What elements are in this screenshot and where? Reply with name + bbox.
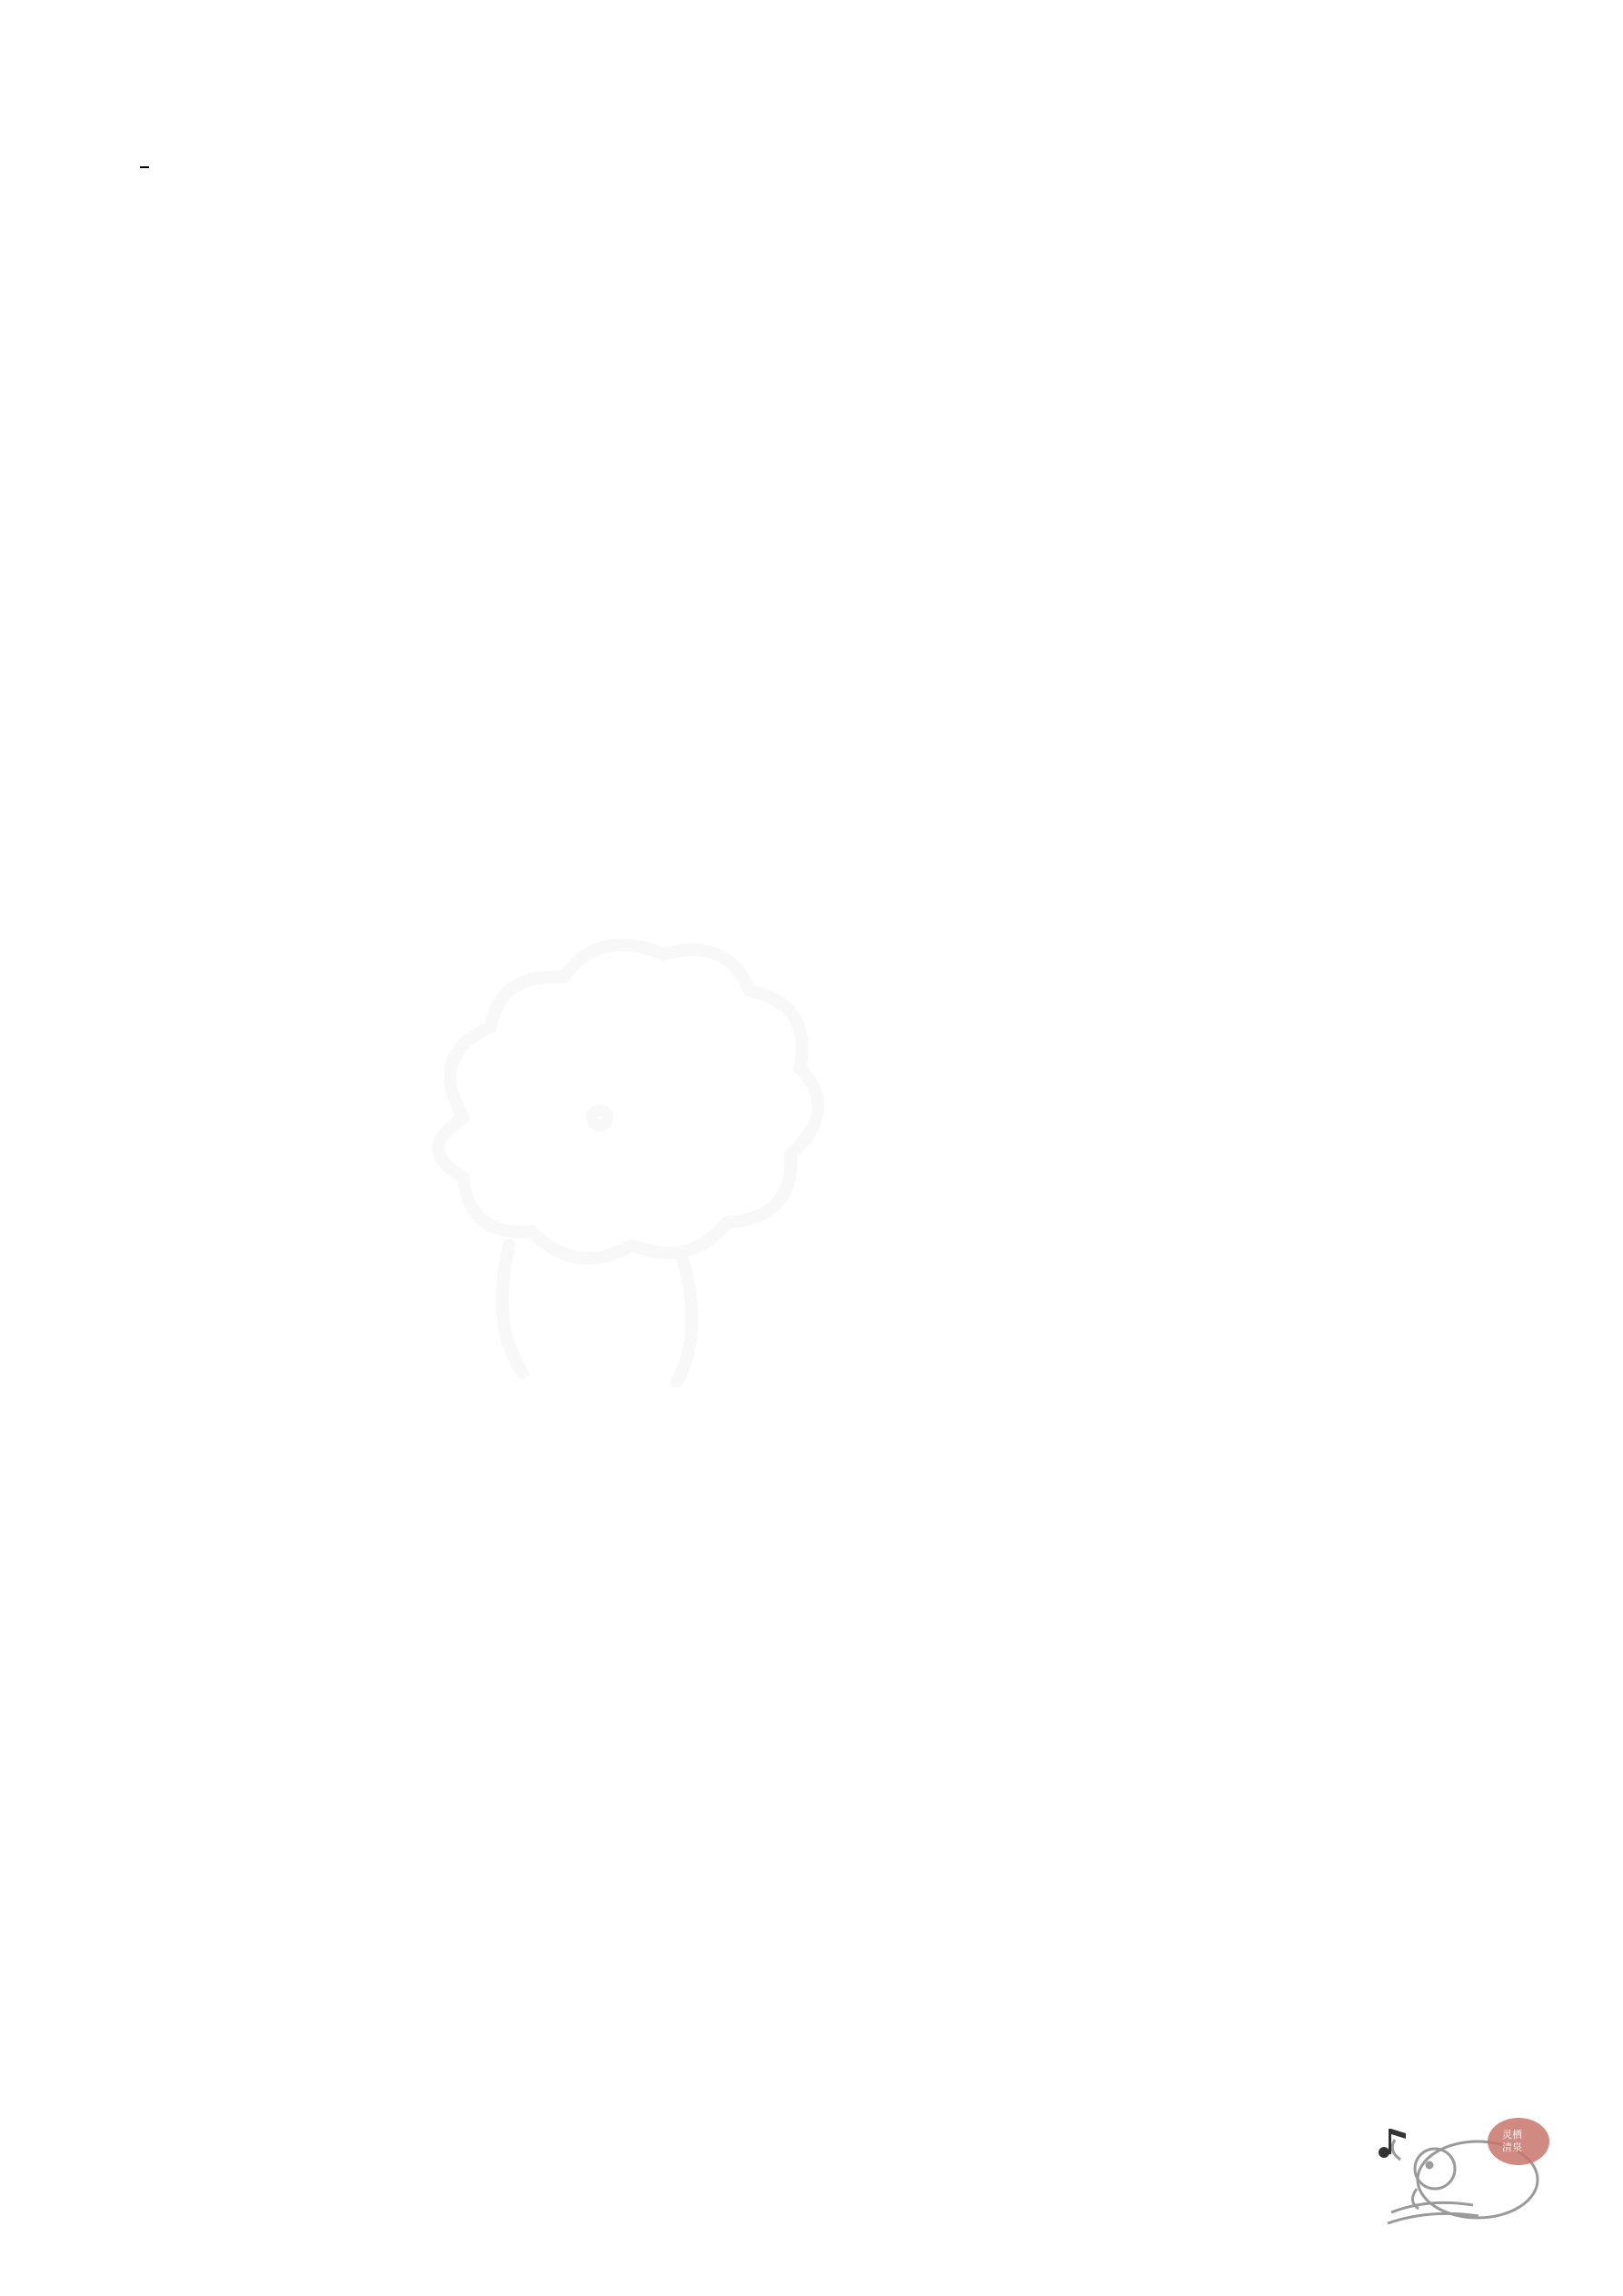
- page-title: [0, 0, 1623, 109]
- time-signature: [140, 165, 149, 169]
- svg-text:清泉: 清泉: [1502, 2141, 1522, 2153]
- page-subtitle: [0, 109, 1623, 124]
- time-denominator: [140, 168, 149, 169]
- key-signature: [107, 167, 149, 171]
- svg-text:灵栖: 灵栖: [1502, 2129, 1522, 2141]
- score-meta: [0, 158, 1623, 225]
